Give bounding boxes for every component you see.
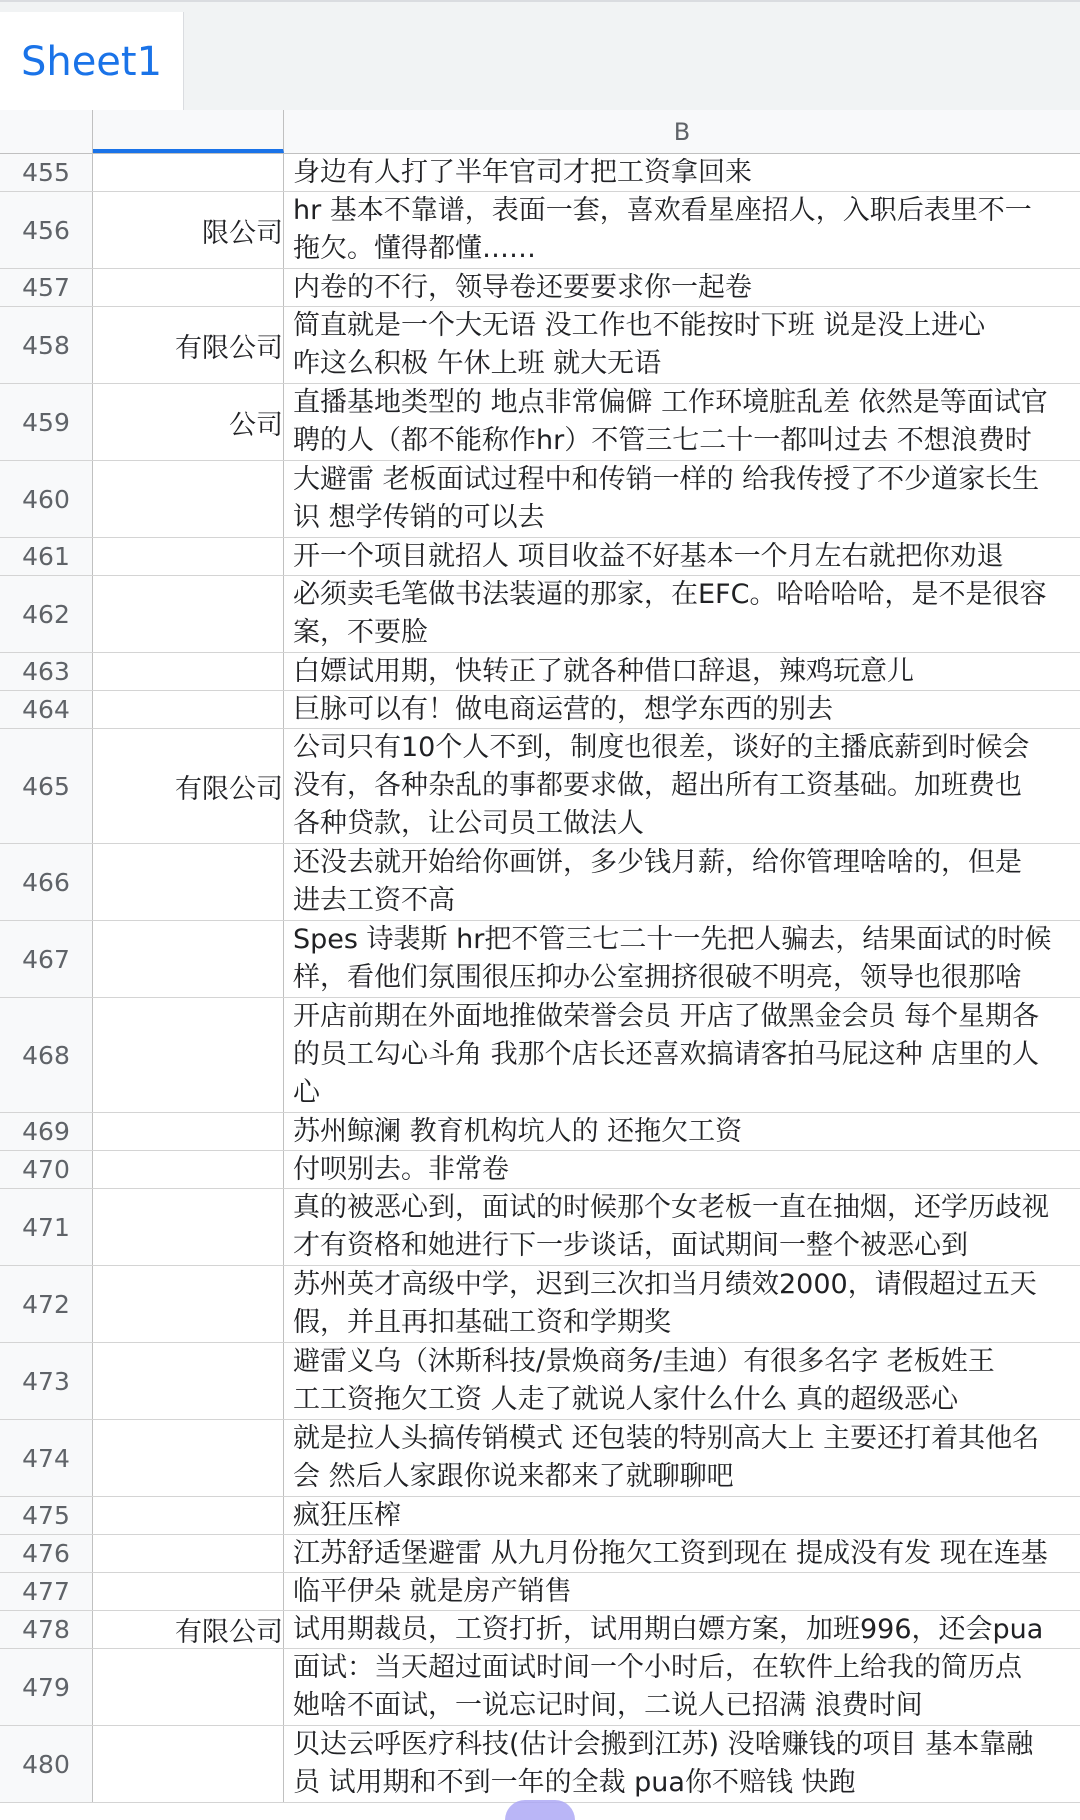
row-number[interactable]: 467 xyxy=(0,921,93,997)
cell-b-line: 案，不要脸 xyxy=(293,617,428,648)
cell-b[interactable] xyxy=(284,1343,1080,1419)
cell-b[interactable] xyxy=(284,921,1080,997)
cell-a[interactable] xyxy=(93,384,284,460)
row-number[interactable]: 458 xyxy=(0,307,93,383)
row-number[interactable]: 473 xyxy=(0,1343,93,1419)
cell-b-line: 样，看他们氛围很压抑办公室拥挤很破不明亮，领导也很那啥 xyxy=(293,962,1022,993)
cell-b-line: 身边有人打了半年官司才把工资拿回来 xyxy=(293,157,752,188)
cell-b[interactable] xyxy=(284,1535,1080,1572)
row-number[interactable]: 469 xyxy=(0,1113,93,1150)
row-number[interactable]: 479 xyxy=(0,1649,93,1725)
cell-b-line: 避雷义乌（沐斯科技/景焕商务/圭迪）有很多名字 老板姓王 xyxy=(293,1346,995,1377)
cell-a[interactable] xyxy=(93,538,284,575)
cell-a[interactable] xyxy=(93,192,284,268)
row-number[interactable]: 470 xyxy=(0,1151,93,1188)
cell-b-line: 她啥不面试，一说忘记时间，二说人已招满 浪费时间 xyxy=(293,1690,923,1721)
table-row xyxy=(0,1266,1080,1343)
row-number[interactable]: 456 xyxy=(0,192,93,268)
cell-a[interactable] xyxy=(93,1113,284,1150)
cell-b[interactable] xyxy=(284,1151,1080,1188)
cell-a[interactable] xyxy=(93,307,284,383)
cell-a[interactable] xyxy=(93,1649,284,1725)
cell-b[interactable] xyxy=(284,307,1080,383)
cell-a[interactable] xyxy=(93,921,284,997)
cell-b-line: 才有资格和她进行下一步谈话，面试期间一整个被恶心到 xyxy=(293,1230,968,1261)
table-row xyxy=(0,269,1080,307)
cell-b-line: 工工资拖欠工资 人走了就说人家什么什么 真的超级恶心 xyxy=(293,1384,959,1415)
table-row xyxy=(0,729,1080,844)
cell-b-line: 还没去就开始给你画饼，多少钱月薪，给你管理啥啥的，但是 xyxy=(293,847,1022,878)
cell-b-line: 直播基地类型的 地点非常偏僻 工作环境脏乱差 依然是等面试官 xyxy=(293,387,1048,418)
table-row xyxy=(0,384,1080,461)
row-number[interactable]: 462 xyxy=(0,576,93,652)
table-row xyxy=(0,844,1080,921)
cell-b-line: 疯狂压榨 xyxy=(293,1500,401,1531)
cell-b-line: 假，并且再扣基础工资和学期奖 xyxy=(293,1307,671,1338)
table-row xyxy=(0,1151,1080,1189)
cell-a[interactable] xyxy=(93,844,284,920)
cell-b-line: 开一个项目就招人 项目收益不好基本一个月左右就把你劝退 xyxy=(293,541,1004,572)
select-all-corner[interactable] xyxy=(0,110,93,153)
table-row xyxy=(0,921,1080,998)
row-number[interactable]: 461 xyxy=(0,538,93,575)
cell-b[interactable] xyxy=(284,1497,1080,1534)
cell-a[interactable] xyxy=(93,1343,284,1419)
cell-a[interactable] xyxy=(93,691,284,728)
cell-b-line: 进去工资不高 xyxy=(293,885,455,916)
table-row xyxy=(0,1649,1080,1726)
cell-b[interactable] xyxy=(284,653,1080,690)
row-number[interactable]: 464 xyxy=(0,691,93,728)
cell-b-line: 识 想学传销的可以去 xyxy=(293,502,545,533)
sheet-tab-sheet1[interactable]: Sheet1 xyxy=(0,12,184,112)
row-number[interactable]: 460 xyxy=(0,461,93,537)
cell-b-line: 内卷的不行，领导卷还要要求你一起卷 xyxy=(293,272,752,303)
cell-b-line: 江苏舒适堡避雷 从九月份拖欠工资到现在 提成没有发 现在连基 xyxy=(293,1538,1048,1569)
cell-a[interactable] xyxy=(93,1266,284,1342)
table-row xyxy=(0,1573,1080,1611)
cell-b-line: 的员工勾心斗角 我那个店长还喜欢搞请客拍马屁这种 店里的人 xyxy=(293,1039,1040,1070)
cell-b-line: 临平伊朵 就是房产销售 xyxy=(293,1576,572,1607)
table-row xyxy=(0,1113,1080,1151)
cell-a[interactable] xyxy=(93,1573,284,1610)
cell-b[interactable] xyxy=(284,1726,1080,1802)
cell-b-line: 大避雷 老板面试过程中和传销一样的 给我传授了不少道家长生 xyxy=(293,464,1040,495)
cell-a[interactable] xyxy=(93,154,284,191)
cell-a[interactable] xyxy=(93,729,284,843)
cell-b-line: 白嫖试用期，快转正了就各种借口辞退，辣鸡玩意儿 xyxy=(293,656,914,687)
cell-b[interactable] xyxy=(284,1266,1080,1342)
row-number[interactable]: 471 xyxy=(0,1189,93,1265)
row-number[interactable]: 474 xyxy=(0,1420,93,1496)
row-number[interactable]: 472 xyxy=(0,1266,93,1342)
column-header-a[interactable] xyxy=(93,110,284,153)
table-row xyxy=(0,1535,1080,1573)
table-row xyxy=(0,653,1080,691)
cell-b[interactable] xyxy=(284,729,1080,843)
cell-a-text: 有限公司 xyxy=(175,332,283,364)
cell-a[interactable] xyxy=(93,1611,284,1648)
table-row xyxy=(0,154,1080,192)
cell-a[interactable] xyxy=(93,998,284,1112)
table-row xyxy=(0,1189,1080,1266)
row-number[interactable]: 476 xyxy=(0,1535,93,1572)
cell-a[interactable] xyxy=(93,1726,284,1802)
row-number[interactable]: 477 xyxy=(0,1573,93,1610)
cell-b-line: 公司只有10个人不到，制度也很差，谈好的主播底薪到时候会 xyxy=(293,732,1030,763)
table-row xyxy=(0,1420,1080,1497)
row-number[interactable]: 478 xyxy=(0,1611,93,1648)
table-row xyxy=(0,1497,1080,1535)
cell-b-line: Spes 诗裴斯 hr把不管三七二十一先把人骗去，结果面试的时候 xyxy=(293,924,1052,955)
cell-a[interactable] xyxy=(93,653,284,690)
cell-b-line: 各种贷款，让公司员工做法人 xyxy=(293,808,644,839)
table-row xyxy=(0,1343,1080,1420)
cell-b-line: 就是拉人头搞传销模式 还包装的特别高大上 主要还打着其他名 xyxy=(293,1423,1040,1454)
cell-b[interactable] xyxy=(284,844,1080,920)
row-number[interactable]: 463 xyxy=(0,653,93,690)
cell-b[interactable] xyxy=(284,1649,1080,1725)
table-row xyxy=(0,691,1080,729)
cell-b-line: 没有，各种杂乱的事都要求做，超出所有工资基础。加班费也 xyxy=(293,770,1022,801)
cell-a-text: 有限公司 xyxy=(175,773,283,805)
cell-b-line: 付呗别去。非常卷 xyxy=(293,1154,509,1185)
cell-b[interactable] xyxy=(284,1611,1080,1648)
cell-a[interactable] xyxy=(93,461,284,537)
cell-b[interactable] xyxy=(284,1420,1080,1496)
cell-b-line: 简直就是一个大无语 没工作也不能按时下班 说是没上进心 xyxy=(293,310,986,341)
cell-b[interactable] xyxy=(284,461,1080,537)
table-row xyxy=(0,998,1080,1113)
cell-a-text: 公司 xyxy=(229,409,283,441)
cell-a-text: 有限公司 xyxy=(175,1617,283,1648)
cell-b-line: 会 然后人家跟你说来都来了就聊聊吧 xyxy=(293,1461,734,1492)
cell-b-line: 心 xyxy=(293,1077,320,1108)
cell-a[interactable] xyxy=(93,1420,284,1496)
cell-b-line: 苏州英才高级中学，迟到三次扣当月绩效2000，请假超过五天 xyxy=(293,1269,1037,1300)
cell-b[interactable] xyxy=(284,1113,1080,1150)
cell-b-line: 拖欠。懂得都懂…… xyxy=(293,233,536,264)
scroll-handle[interactable] xyxy=(505,1800,575,1820)
cell-a[interactable] xyxy=(93,1189,284,1265)
row-number[interactable]: 468 xyxy=(0,998,93,1112)
cell-b[interactable] xyxy=(284,1189,1080,1265)
row-number[interactable]: 455 xyxy=(0,154,93,191)
cell-b-line: 巨脉可以有！做电商运营的，想学东西的别去 xyxy=(293,694,833,725)
table-row xyxy=(0,307,1080,384)
cell-b[interactable] xyxy=(284,269,1080,306)
row-number[interactable]: 457 xyxy=(0,269,93,306)
cell-b[interactable] xyxy=(284,154,1080,191)
table-row xyxy=(0,1611,1080,1649)
cell-b-line: 真的被恶心到，面试的时候那个女老板一直在抽烟，还学历歧视 xyxy=(293,1192,1049,1223)
cell-b-line: 贝达云呼医疗科技(估计会搬到江苏) 没啥赚钱的项目 基本靠融 xyxy=(293,1729,1034,1760)
cell-a[interactable] xyxy=(93,1535,284,1572)
cell-b-line: 试用期裁员，工资打折，试用期白嫖方案，加班996，还会pua xyxy=(293,1614,1044,1645)
table-row xyxy=(0,576,1080,653)
cell-b-line: hr 基本不靠谱，表面一套，喜欢看星座招人，入职后表里不一 xyxy=(293,195,1032,226)
row-number[interactable]: 459 xyxy=(0,384,93,460)
row-number[interactable]: 480 xyxy=(0,1726,93,1802)
cell-b[interactable] xyxy=(284,384,1080,460)
cell-b[interactable] xyxy=(284,1573,1080,1610)
table-row xyxy=(0,461,1080,538)
cell-b-line: 面试：当天超过面试时间一个小时后，在软件上给我的简历点 xyxy=(293,1652,1022,1683)
row-number[interactable]: 475 xyxy=(0,1497,93,1534)
cell-a[interactable] xyxy=(93,576,284,652)
cell-b-line: 苏州鲸澜 教育机构坑人的 还拖欠工资 xyxy=(293,1116,743,1147)
cell-b[interactable] xyxy=(284,192,1080,268)
cell-b[interactable] xyxy=(284,538,1080,575)
table-row xyxy=(0,1726,1080,1803)
column-header-b[interactable]: B xyxy=(673,117,691,146)
cell-b-line: 聘的人（都不能称作hr）不管三七二十一都叫过去 不想浪费时 xyxy=(293,425,1032,456)
cell-b-line: 咋这么积极 午休上班 就大无语 xyxy=(293,348,662,379)
row-number[interactable]: 466 xyxy=(0,844,93,920)
table-row xyxy=(0,192,1080,269)
table-row xyxy=(0,538,1080,576)
cell-a[interactable] xyxy=(93,269,284,306)
sheet-tab-bar xyxy=(0,0,1080,110)
cell-b[interactable] xyxy=(284,691,1080,728)
cell-a[interactable] xyxy=(93,1497,284,1534)
cell-b-line: 员 试用期和不到一年的全裁 pua你不赔钱 快跑 xyxy=(293,1767,856,1798)
column-header-bar xyxy=(0,110,1080,154)
cell-b-line: 必须卖毛笔做书法装逼的那家，在EFC。哈哈哈哈，是不是很容 xyxy=(293,579,1047,610)
spreadsheet-grid xyxy=(0,154,1080,1815)
cell-b-line: 开店前期在外面地推做荣誉会员 开店了做黑金会员 每个星期各 xyxy=(293,1001,1040,1032)
cell-a-text: 限公司 xyxy=(202,217,283,249)
cell-b[interactable] xyxy=(284,998,1080,1112)
cell-b[interactable] xyxy=(284,576,1080,652)
cell-a[interactable] xyxy=(93,1151,284,1188)
row-number[interactable]: 465 xyxy=(0,729,93,843)
